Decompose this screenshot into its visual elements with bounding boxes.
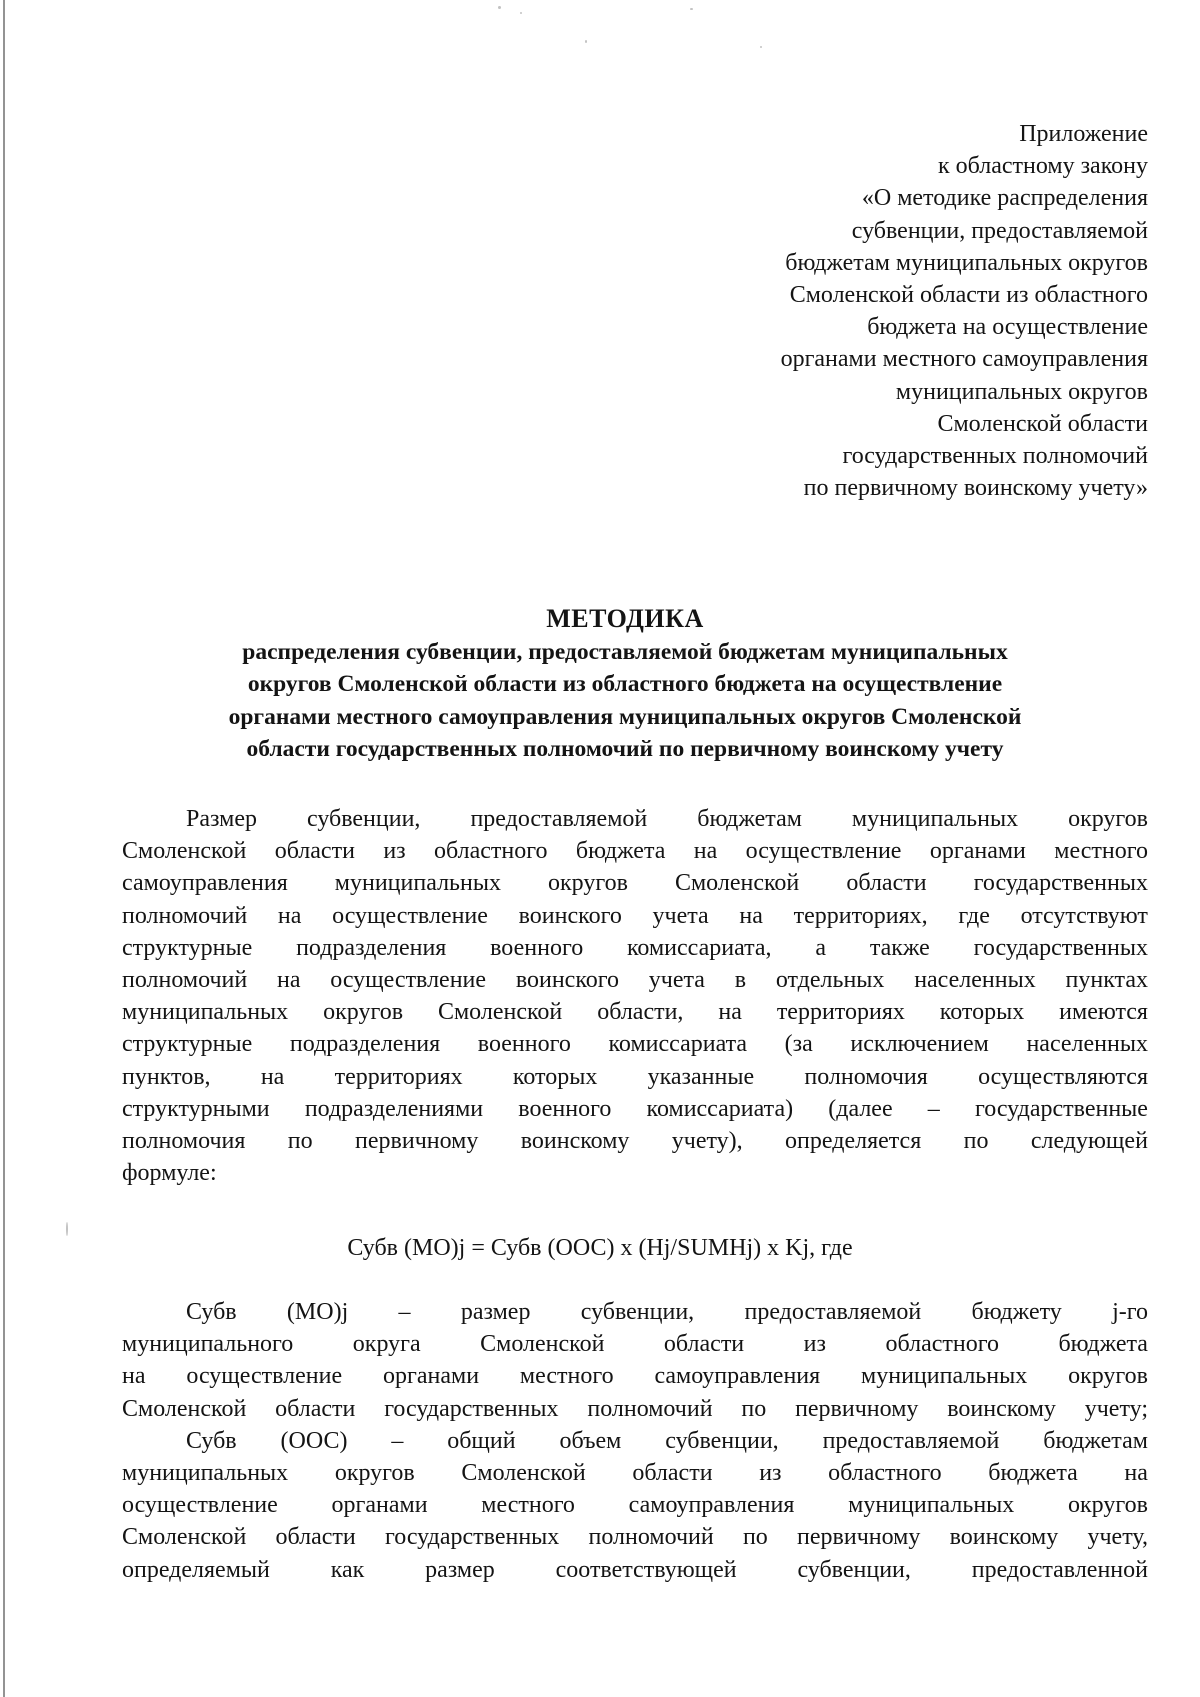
- word: Смоленской: [122, 838, 247, 865]
- word: общий: [447, 1427, 516, 1454]
- word: комиссариата,: [626, 934, 772, 961]
- text-line: [122, 1489, 1148, 1521]
- word: (ООС): [280, 1427, 348, 1454]
- word: области: [663, 1331, 745, 1358]
- word: бюджета: [988, 1460, 1078, 1487]
- word: осуществление: [745, 838, 902, 865]
- subtitle-line: области государственных полномочий по первичному воинскому учету: [246, 736, 1004, 763]
- word: области: [274, 838, 355, 865]
- word: подразделения: [289, 1031, 441, 1058]
- word: как: [330, 1556, 365, 1583]
- word: муниципальных: [334, 870, 501, 897]
- word: –: [391, 1427, 404, 1454]
- word: субвенции,: [306, 806, 421, 832]
- word: (за: [784, 1031, 813, 1058]
- word: соответствующей: [555, 1556, 737, 1583]
- word: воинского: [515, 967, 620, 994]
- word: Субв: [186, 1427, 237, 1454]
- word: территориях: [334, 1063, 463, 1090]
- word: государственных: [973, 870, 1148, 897]
- intro-paragraph: [122, 803, 1148, 1189]
- word: учету;: [1084, 1395, 1148, 1422]
- word: предоставленной: [971, 1556, 1148, 1583]
- word: Смоленской: [480, 1331, 605, 1358]
- word: которых: [939, 999, 1025, 1026]
- text-line: [122, 803, 1148, 835]
- word: округов: [1068, 806, 1148, 832]
- word: округов: [334, 1460, 415, 1487]
- word: воинскому: [949, 1524, 1059, 1551]
- text-line: [122, 1328, 1148, 1360]
- word: муниципальных: [122, 1460, 289, 1487]
- text-line: [122, 1425, 1148, 1457]
- word: размер: [460, 1299, 531, 1325]
- word: указанные: [647, 1063, 755, 1090]
- text-line: [122, 1028, 1148, 1060]
- document-heading: [120, 602, 1130, 766]
- word: исключением: [850, 1031, 989, 1058]
- word: первичному: [355, 1128, 479, 1155]
- word: полномочия: [122, 1128, 246, 1155]
- word: определяемый: [122, 1556, 270, 1583]
- scan-speck: [520, 12, 522, 14]
- appendix-line: муниципальных округов: [895, 378, 1148, 405]
- scan-speck: [498, 6, 501, 9]
- definitions: [122, 1296, 1148, 1586]
- word: осуществление: [332, 902, 488, 929]
- word: Субв: [186, 1299, 237, 1325]
- word: осуществление: [186, 1363, 343, 1390]
- formula: Субв (МО)j = Субв (ООС) x (Hj/SUMHj) x Kj, где: [347, 1235, 853, 1261]
- word: бюджетам: [697, 806, 802, 832]
- word: бюджета: [575, 838, 666, 865]
- word: объем: [559, 1427, 622, 1454]
- word: следующей: [1030, 1128, 1148, 1155]
- text-line: [122, 1125, 1148, 1157]
- appendix-line: бюджета на осуществление: [867, 314, 1148, 341]
- text-line: [122, 900, 1148, 932]
- word: пунктах: [1065, 967, 1148, 994]
- word: округов: [1068, 1363, 1148, 1390]
- word: на: [260, 1063, 285, 1090]
- word: структурные: [122, 1031, 253, 1058]
- appendix-line: по первичному воинскому учету»: [803, 475, 1148, 502]
- word: структурными: [122, 1095, 270, 1122]
- appendix-line: Приложение: [1019, 121, 1148, 147]
- word: муниципальных: [861, 1363, 1028, 1390]
- word: самоуправления: [654, 1363, 821, 1390]
- word: области: [275, 1395, 356, 1422]
- word: а: [815, 934, 827, 961]
- word: органами: [929, 838, 1026, 865]
- word: самоуправления: [122, 870, 288, 897]
- word: военного: [518, 1095, 612, 1122]
- appendix-line: Смоленской области: [937, 410, 1148, 437]
- word: пунктов,: [122, 1063, 211, 1090]
- word: бюджетам: [1043, 1427, 1148, 1454]
- word: Размер: [186, 806, 257, 832]
- word: муниципальных: [848, 1492, 1015, 1519]
- text-line: [122, 964, 1148, 996]
- word: предоставляемой: [744, 1299, 922, 1325]
- word: местного: [519, 1363, 614, 1390]
- word: бюджета: [1058, 1331, 1148, 1358]
- scan-speck: [585, 40, 587, 43]
- word: (МО)j: [286, 1299, 349, 1325]
- word: отсутствуют: [1020, 902, 1148, 929]
- word: на: [1124, 1460, 1148, 1487]
- word: комиссариата): [646, 1095, 794, 1122]
- word: отдельных: [775, 967, 885, 994]
- word: имеются: [1059, 999, 1148, 1026]
- word: населенных: [914, 967, 1036, 994]
- word: органами: [331, 1492, 428, 1519]
- word: полномочий: [122, 902, 248, 929]
- word: первичному: [795, 1395, 919, 1422]
- subtitle-line: округов Смоленской области из областного бюджета на осуществление: [247, 671, 1003, 698]
- word: Смоленской: [122, 1524, 247, 1551]
- word: бюджету: [971, 1299, 1062, 1325]
- word: по: [963, 1128, 989, 1155]
- word: военного: [477, 1031, 571, 1058]
- text-line: [122, 867, 1148, 899]
- word: структурные: [122, 934, 253, 961]
- appendix-line: государственных полномочий: [842, 443, 1148, 470]
- appendix-line: «О методике распределения: [861, 185, 1148, 212]
- word: комиссариата: [608, 1031, 748, 1058]
- word: предоставляемой: [470, 806, 648, 832]
- word: учету,: [1087, 1524, 1148, 1551]
- word: осуществление: [122, 1492, 278, 1519]
- word: области,: [597, 999, 684, 1026]
- word: на: [718, 999, 742, 1026]
- appendix-line: субвенции, предоставляемой: [851, 217, 1148, 244]
- word: областного: [434, 838, 548, 865]
- word: на: [122, 1363, 146, 1390]
- subtitle-line: органами местного самоуправления муниципальных округов Смоленской: [228, 703, 1022, 730]
- word: по: [741, 1395, 767, 1422]
- word: местного: [1054, 838, 1148, 865]
- word: –: [398, 1299, 411, 1325]
- scan-speck: [760, 46, 762, 48]
- word: территориях,: [793, 902, 928, 929]
- word: самоуправления: [628, 1492, 795, 1519]
- word: органами: [383, 1363, 480, 1390]
- text-line: [122, 835, 1148, 867]
- word: воинскому: [520, 1128, 630, 1155]
- word: областного: [828, 1460, 942, 1487]
- text-line: [122, 1393, 1148, 1425]
- word: определяется: [785, 1128, 922, 1155]
- word: областного: [885, 1331, 999, 1358]
- word: по: [742, 1524, 768, 1551]
- word: которых: [512, 1063, 598, 1090]
- word: местного: [481, 1492, 575, 1519]
- word: воинскому: [947, 1395, 1056, 1422]
- word: воинского: [518, 902, 622, 929]
- scan-left-edge: [3, 0, 5, 1697]
- word: полномочия: [804, 1063, 928, 1090]
- word: Смоленской: [674, 870, 800, 897]
- text-line: [122, 1093, 1148, 1125]
- text-line: [122, 932, 1148, 964]
- word: субвенции,: [665, 1427, 779, 1454]
- word: первичному: [797, 1524, 921, 1551]
- appendix-block: [628, 118, 1148, 504]
- document-title: МЕТОДИКА: [546, 604, 704, 633]
- scan-speck: [690, 8, 693, 10]
- word: государственные: [974, 1095, 1148, 1122]
- word: также: [869, 934, 930, 961]
- appendix-line: органами местного самоуправления: [780, 346, 1148, 373]
- word: подразделениями: [304, 1095, 484, 1122]
- word: муниципальных: [122, 999, 289, 1026]
- word: населенных: [1026, 1031, 1148, 1058]
- word: из: [383, 838, 406, 865]
- word: области: [275, 1524, 356, 1551]
- text-line: [122, 1521, 1148, 1553]
- word: –: [927, 1095, 940, 1122]
- appendix-line: бюджетам муниципальных округов: [785, 249, 1148, 276]
- word: полномочий: [122, 967, 248, 994]
- text-line: [122, 1061, 1148, 1093]
- word: государственных: [384, 1524, 560, 1551]
- word: из: [759, 1460, 782, 1487]
- text-line: [122, 996, 1148, 1028]
- word: субвенции,: [580, 1299, 695, 1325]
- word: округов: [323, 999, 404, 1026]
- subtitle-line: распределения субвенции, предоставляемой бюджетам муниципальных: [242, 639, 1008, 665]
- text-line: [122, 1157, 1148, 1189]
- text-line: [122, 1296, 1148, 1328]
- word: Смоленской: [461, 1460, 586, 1487]
- word: в: [734, 967, 747, 994]
- word: по: [287, 1128, 313, 1155]
- word: Смоленской: [437, 999, 563, 1026]
- word: j-го: [1112, 1299, 1148, 1325]
- appendix-line: к областному закону: [937, 153, 1148, 180]
- text-line: [122, 1457, 1148, 1489]
- text-line: [122, 1360, 1148, 1392]
- word: на: [693, 838, 718, 865]
- word: округов: [548, 870, 628, 897]
- word: осуществление: [330, 967, 487, 994]
- word: на: [276, 967, 301, 994]
- word: подразделения: [296, 934, 447, 961]
- appendix-line: Смоленской области из областного: [789, 282, 1148, 309]
- word: области: [846, 870, 927, 897]
- word: на: [277, 902, 302, 929]
- word: осуществляются: [978, 1063, 1148, 1090]
- word: округов: [1068, 1492, 1148, 1519]
- word: муниципального: [122, 1331, 294, 1358]
- word: полномочий: [588, 1524, 714, 1551]
- word: территориях: [776, 999, 905, 1026]
- word: полномочий: [587, 1395, 713, 1422]
- word: учета: [652, 902, 709, 929]
- word: учету),: [671, 1128, 743, 1155]
- text-line: [122, 1554, 1148, 1586]
- word: предоставляемой: [822, 1427, 1000, 1454]
- word: военного: [490, 934, 584, 961]
- word: округа: [352, 1331, 421, 1358]
- word: (далее: [828, 1095, 893, 1122]
- word: размер: [425, 1556, 495, 1583]
- word: учета: [648, 967, 705, 994]
- document-subtitle: [120, 636, 1130, 766]
- word: государственных: [973, 934, 1148, 961]
- word: муниципальных: [851, 806, 1019, 832]
- word: государственных: [384, 1395, 559, 1422]
- word: на: [739, 902, 763, 929]
- word: субвенции,: [797, 1556, 911, 1583]
- word: формуле:: [122, 1160, 217, 1187]
- word: области: [632, 1460, 713, 1487]
- word: Смоленской: [122, 1395, 247, 1422]
- word: из: [803, 1331, 826, 1358]
- word: где: [958, 902, 990, 929]
